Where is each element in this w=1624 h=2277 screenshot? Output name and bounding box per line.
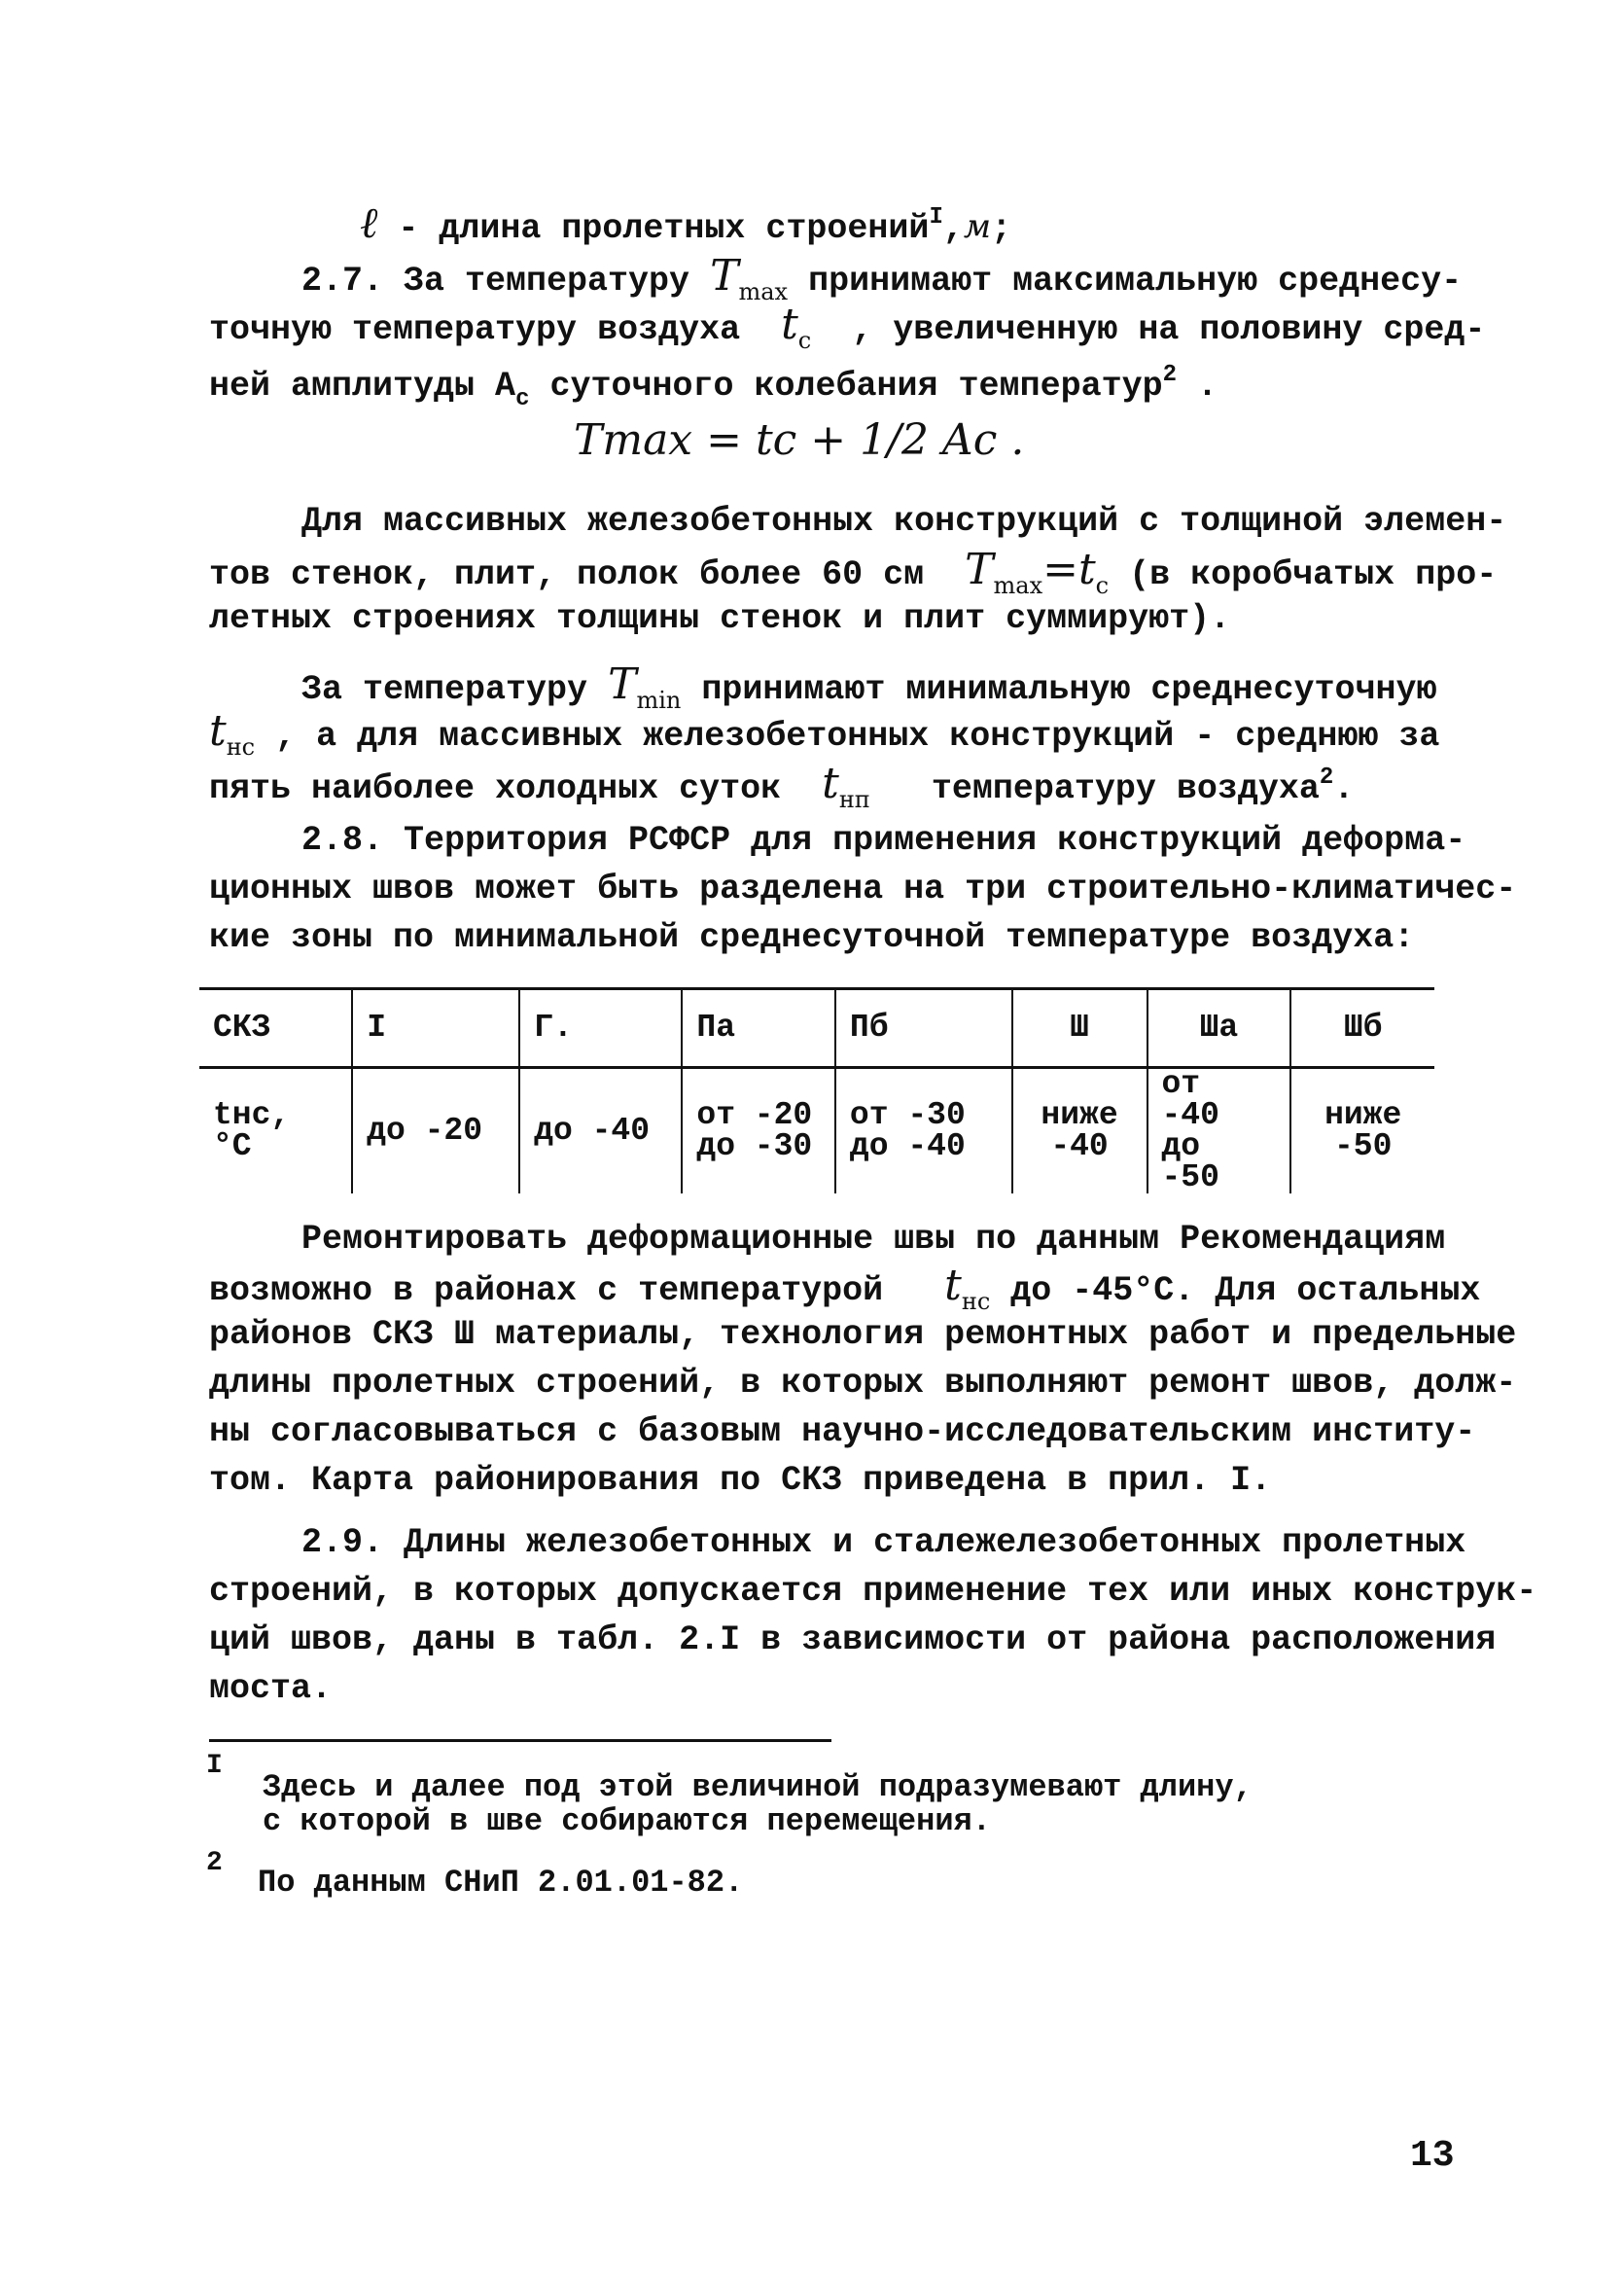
text-line: том. Карта районирования по СКЗ приведена в прил. I. [209, 1461, 1272, 1500]
footnote-number: I [206, 1751, 223, 1781]
math-symbol-tmax: $T_{max}$ [710, 251, 789, 305]
footnote-text: Здесь и далее под этой величиной подразумевают длину, [263, 1769, 1253, 1805]
table-cell: до -20 [352, 1068, 519, 1194]
table-cell: от -30 до -40 [835, 1068, 1012, 1194]
text-line: 2.9. Длины железобетонных и сталежелезобетонных пролетных [301, 1523, 1466, 1562]
table-header-cell: Ш [1012, 989, 1147, 1068]
math-symbol-tnp: $t_{нп}$ [822, 759, 870, 813]
math-symbol-tns-2: $t_{нс}$ [944, 1261, 991, 1315]
text-line: Ремонтировать деформационные швы по данным Рекомендациям [301, 1220, 1446, 1259]
table-header-cell: Шб [1290, 989, 1434, 1068]
math-symbol-l: ℓ [360, 198, 378, 248]
text-line: тов стенок, плит, полок более 60 см $T_{max}=t_c$ (в коробчатых про- [209, 545, 1498, 599]
table-header-cell: Па [682, 989, 835, 1068]
text-line: 2.8. Территория РСФСР для применения конструкций деформа- [301, 821, 1466, 860]
math-symbol-tmax-eq: $T_{max}=t_c$ [965, 545, 1110, 599]
text-line: моста. [209, 1669, 333, 1708]
math-symbol-tns: $t_{нс}$ [209, 706, 256, 761]
table-header-cell: Пб [835, 989, 1012, 1068]
footnote-text: с которой в шве собираются перемещения. [263, 1803, 991, 1839]
footnote-divider [209, 1739, 831, 1742]
text-line: ней амплитуды $A_c$ суточного колебания температур$^2$ . [209, 362, 1218, 412]
table-header-cell: I [352, 989, 519, 1068]
math-symbol-tmin: $T_{min}$ [608, 659, 682, 714]
text-line: 2.7. За температуру $T_{max}$ принимают максимальную среднесу- [301, 251, 1463, 305]
text-line: кие зоны по минимальной среднесуточной температуре воздуха: [209, 918, 1415, 957]
footnote-number: 2 [206, 1848, 223, 1878]
text-line: За температуру $T_{min}$ принимают минимальную среднесуточную [301, 659, 1437, 714]
table-cell: ниже -40 [1012, 1068, 1147, 1194]
table-header-cell: Г. [519, 989, 682, 1068]
table-cell: от -20 до -30 [682, 1068, 835, 1194]
text-line: Для массивных железобетонных конструкций с толщиной элемен- [301, 502, 1507, 541]
text-line: летных строениях толщины стенок и плит суммируют). [209, 599, 1231, 638]
text-line: ны согласовываться с базовым научно-исследовательским институ- [209, 1412, 1476, 1451]
table-header-cell: СКЗ [199, 989, 352, 1068]
table-header-cell: Ша [1147, 989, 1291, 1068]
text-line: $t_{нс}$ , а для массивных железобетонных конструкций - среднюю за [209, 706, 1440, 761]
math-symbol-tc: $t_c$ [781, 300, 812, 354]
table-header-row [199, 989, 1434, 1068]
table-cell: ниже -50 [1290, 1068, 1434, 1194]
formula: Tmax = tc + 1/2 Ac . [574, 415, 1025, 465]
table-row-label: tнс, °С [213, 1097, 291, 1164]
text-line: ций швов, даны в табл. 2.I в зависимости от района расположения [209, 1620, 1497, 1659]
text-line: длины пролетных строений, в которых выполняют ремонт швов, долж- [209, 1364, 1517, 1403]
climate-zone-table [199, 987, 1434, 1193]
text-line: точную температуру воздуха $t_c$ , увеличенную на половину сред- [209, 300, 1486, 354]
text-line: возможно в районах с температурой $t_{нс}$ до -45°С. Для остальных [209, 1261, 1481, 1315]
table-cell: до -40 [519, 1068, 682, 1194]
text-line: пять наиболее холодных суток $t_{нп}$ температуру воздуха$^2$. [209, 759, 1355, 813]
page-number: 13 [1410, 2135, 1455, 2177]
table-row [199, 1068, 1434, 1194]
text-line: ℓ - длина пролетных строений$^I$,м; [360, 198, 1012, 248]
text-line: районов СКЗ Ш материалы, технология ремонтных работ и предельные [209, 1315, 1517, 1354]
table-cell: от -40 до -50 [1147, 1068, 1291, 1194]
footnote-text: По данным СНиП 2.01.01-82. [258, 1865, 744, 1901]
text-line: строений, в которых допускается применение тех или иных конструк- [209, 1572, 1537, 1611]
text-line: ционных швов может быть разделена на три строительно-климатичес- [209, 870, 1517, 908]
